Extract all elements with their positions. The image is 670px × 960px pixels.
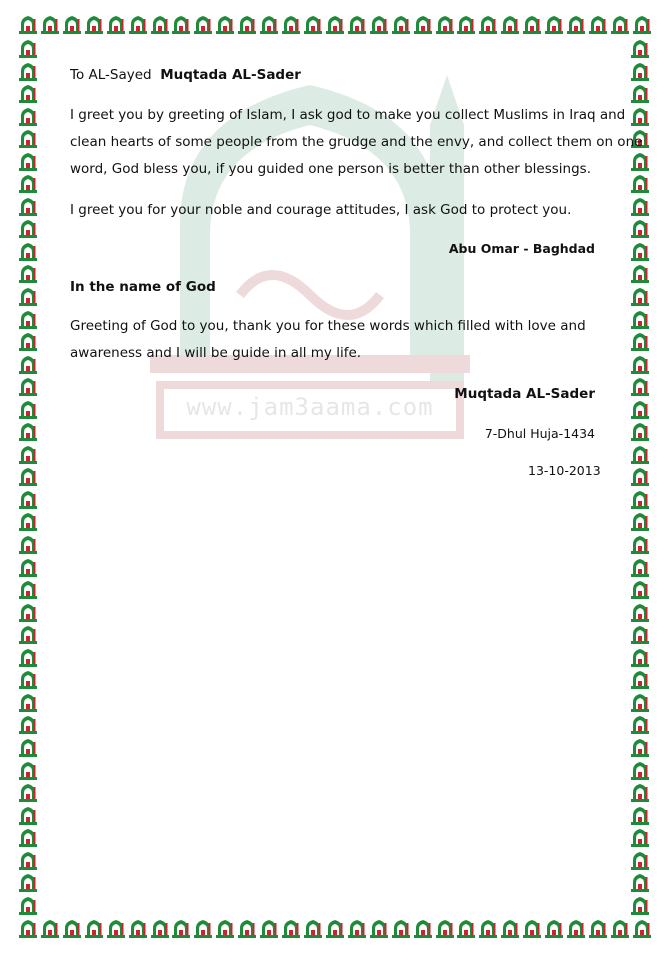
mosque-border-icon: [18, 218, 38, 239]
mosque-border-icon: [18, 782, 38, 803]
reply-hijri-date: 7-Dhul Huja-1434: [484, 426, 595, 441]
mosque-border-icon: [18, 286, 38, 307]
mosque-border-icon: [18, 827, 38, 848]
mosque-border-icon: [18, 737, 38, 758]
mosque-border-icon: [18, 241, 38, 262]
mosque-border-icon: [193, 918, 213, 939]
mosque-border-icon: [630, 61, 650, 82]
mosque-border-icon: [171, 918, 191, 939]
reply-body-line-2: awareness and I will be guide in all my life.: [70, 345, 362, 361]
mosque-border-icon: [630, 737, 650, 758]
letter-paragraph-1-line-2: clean hearts of some people from the grudge and the envy, and collect them on one: [70, 134, 643, 150]
reply-signature: Muqtada AL-Sader: [454, 386, 595, 402]
mosque-border-icon: [630, 466, 650, 487]
letter-paragraph-1-line-1: I greet you by greeting of Islam, I ask god to make you collect Muslims in Iraq and: [70, 107, 626, 123]
mosque-border-icon: [18, 872, 38, 893]
mosque-border-icon: [544, 918, 564, 939]
watermark-url: www.jam3aama.com: [186, 393, 434, 421]
mosque-border-icon: [84, 918, 104, 939]
mosque-border-icon: [62, 14, 82, 35]
letter-paragraph-1-line-3: word, God bless you, if you guided one person is better than other blessings.: [70, 161, 592, 177]
mosque-border-icon: [18, 579, 38, 600]
mosque-border-icon: [630, 669, 650, 690]
mosque-border-icon: [478, 918, 498, 939]
mosque-border-icon: [413, 14, 433, 35]
mosque-border-icon: [522, 918, 542, 939]
mosque-border-icon: [40, 14, 60, 35]
mosque-border-icon: [18, 489, 38, 510]
mosque-border-icon: [18, 557, 38, 578]
mosque-border-icon: [128, 14, 148, 35]
mosque-border-icon: [413, 918, 433, 939]
mosque-border-icon: [588, 14, 608, 35]
mosque-border-icon: [630, 511, 650, 532]
mosque-border-icon: [215, 14, 235, 35]
mosque-border-icon: [630, 354, 650, 375]
mosque-border-icon: [18, 128, 38, 149]
mosque-border-icon: [18, 466, 38, 487]
mosque-border-icon: [18, 263, 38, 284]
mosque-border-icon: [630, 286, 650, 307]
mosque-border-icon: [630, 263, 650, 284]
mosque-border-icon: [128, 918, 148, 939]
mosque-border-icon: [18, 421, 38, 442]
mosque-border-icon: [630, 872, 650, 893]
mosque-border-icon: [18, 14, 38, 35]
mosque-border-icon: [630, 241, 650, 262]
mosque-border-icon: [259, 14, 279, 35]
mosque-border-icon: [18, 173, 38, 194]
border-top: [18, 14, 652, 36]
mosque-border-icon: [544, 14, 564, 35]
mosque-border-icon: [630, 376, 650, 397]
mosque-border-icon: [18, 647, 38, 668]
mosque-border-icon: [18, 376, 38, 397]
mosque-border-icon: [632, 918, 652, 939]
mosque-border-icon: [18, 669, 38, 690]
mosque-border-icon: [40, 918, 60, 939]
mosque-border-icon: [18, 895, 38, 916]
mosque-border-icon: [18, 624, 38, 645]
mosque-border-icon: [18, 760, 38, 781]
letter-salutation: [70, 62, 301, 89]
mosque-border-icon: [630, 579, 650, 600]
letter-paragraph-2: I greet you for your noble and courage attitudes, I ask God to protect you.: [70, 202, 572, 218]
mosque-border-icon: [630, 106, 650, 127]
mosque-border-icon: [630, 218, 650, 239]
mosque-border-icon: [18, 534, 38, 555]
mosque-border-icon: [500, 14, 520, 35]
mosque-border-icon: [347, 14, 367, 35]
mosque-border-icon: [18, 83, 38, 104]
border-bottom: [18, 918, 652, 940]
mosque-border-icon: [500, 918, 520, 939]
mosque-border-icon: [435, 918, 455, 939]
mosque-border-icon: [630, 38, 650, 59]
mosque-border-icon: [630, 760, 650, 781]
mosque-border-icon: [18, 918, 38, 939]
mosque-border-icon: [18, 196, 38, 217]
mosque-border-icon: [18, 106, 38, 127]
mosque-border-icon: [281, 14, 301, 35]
border-left: [18, 38, 40, 916]
mosque-border-icon: [18, 850, 38, 871]
mosque-border-icon: [630, 714, 650, 735]
mosque-border-icon: [630, 421, 650, 442]
mosque-border-icon: [18, 602, 38, 623]
mosque-border-icon: [237, 918, 257, 939]
mosque-border-icon: [630, 196, 650, 217]
mosque-border-icon: [150, 14, 170, 35]
mosque-border-icon: [630, 489, 650, 510]
reply-body-line-1: Greeting of God to you, thank you for these words which filled with love and: [70, 318, 586, 334]
salutation-prefix: To AL-Sayed: [70, 67, 152, 83]
mosque-border-icon: [630, 309, 650, 330]
mosque-border-icon: [18, 331, 38, 352]
mosque-border-icon: [566, 918, 586, 939]
mosque-border-icon: [325, 14, 345, 35]
mosque-border-icon: [630, 624, 650, 645]
recipient-name: Muqtada AL-Sader: [160, 67, 301, 83]
mosque-border-icon: [18, 61, 38, 82]
mosque-border-icon: [18, 354, 38, 375]
mosque-border-icon: [193, 14, 213, 35]
mosque-border-icon: [478, 14, 498, 35]
mosque-border-icon: [630, 399, 650, 420]
mosque-border-icon: [630, 895, 650, 916]
mosque-border-icon: [18, 511, 38, 532]
mosque-border-icon: [18, 714, 38, 735]
reply-gregorian-date: 13-10-2013: [528, 463, 601, 478]
mosque-border-icon: [18, 692, 38, 713]
mosque-border-icon: [237, 14, 257, 35]
mosque-border-icon: [630, 782, 650, 803]
mosque-border-icon: [18, 805, 38, 826]
mosque-border-icon: [630, 827, 650, 848]
mosque-border-icon: [630, 850, 650, 871]
mosque-border-icon: [630, 331, 650, 352]
mosque-border-icon: [347, 918, 367, 939]
mosque-border-icon: [630, 602, 650, 623]
mosque-border-icon: [18, 309, 38, 330]
mosque-border-icon: [630, 444, 650, 465]
mosque-border-icon: [369, 14, 389, 35]
reply-heading: In the name of God: [70, 279, 216, 295]
mosque-border-icon: [391, 918, 411, 939]
mosque-border-icon: [369, 918, 389, 939]
mosque-border-icon: [84, 14, 104, 35]
mosque-border-icon: [215, 918, 235, 939]
mosque-border-icon: [106, 14, 126, 35]
mosque-border-icon: [435, 14, 455, 35]
mosque-border-icon: [630, 534, 650, 555]
mosque-border-icon: [281, 918, 301, 939]
mosque-border-icon: [391, 14, 411, 35]
letter-sender: Abu Omar - Baghdad: [448, 241, 595, 256]
mosque-border-icon: [303, 14, 323, 35]
mosque-border-icon: [106, 918, 126, 939]
mosque-border-icon: [62, 918, 82, 939]
mosque-border-icon: [325, 918, 345, 939]
mosque-border-icon: [632, 14, 652, 35]
mosque-border-icon: [18, 38, 38, 59]
mosque-border-icon: [522, 14, 542, 35]
mosque-border-icon: [18, 399, 38, 420]
border-right: [630, 38, 652, 916]
mosque-border-icon: [150, 918, 170, 939]
mosque-border-icon: [456, 14, 476, 35]
mosque-border-icon: [630, 173, 650, 194]
mosque-border-icon: [630, 692, 650, 713]
mosque-border-icon: [630, 647, 650, 668]
mosque-border-icon: [630, 805, 650, 826]
mosque-border-icon: [588, 918, 608, 939]
mosque-border-icon: [18, 151, 38, 172]
mosque-border-icon: [610, 918, 630, 939]
mosque-border-icon: [630, 83, 650, 104]
mosque-border-icon: [630, 557, 650, 578]
mosque-border-icon: [610, 14, 630, 35]
mosque-border-icon: [259, 918, 279, 939]
mosque-border-icon: [171, 14, 191, 35]
mosque-border-icon: [456, 918, 476, 939]
mosque-border-icon: [18, 444, 38, 465]
mosque-border-icon: [566, 14, 586, 35]
mosque-border-icon: [303, 918, 323, 939]
